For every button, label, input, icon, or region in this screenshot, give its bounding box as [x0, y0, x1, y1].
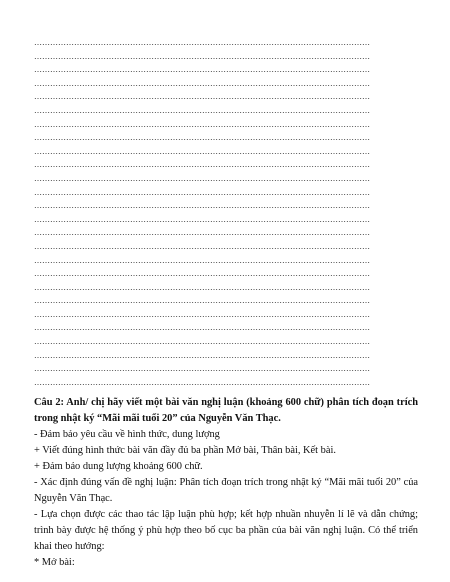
guideline-line: * Mở bài:: [34, 557, 75, 568]
question-2: [34, 395, 418, 427]
dotted-line: ………………………………………………………………………………………………………………: [34, 241, 370, 251]
dotted-line: ………………………………………………………………………………………………………………: [34, 119, 370, 129]
dotted-line: ………………………………………………………………………………………………………………: [34, 78, 370, 88]
dotted-line: ………………………………………………………………………………………………………………: [34, 173, 370, 183]
guideline-line: + Viết đúng hình thức bài văn đầy đủ ba phần Mở bài, Thân bài, Kết bài.: [34, 445, 336, 456]
dotted-line: ………………………………………………………………………………………………………………: [34, 214, 370, 224]
dotted-line: ………………………………………………………………………………………………………………: [34, 350, 370, 360]
dotted-line: ………………………………………………………………………………………………………………: [34, 282, 370, 292]
dotted-line: ………………………………………………………………………………………………………………: [34, 364, 370, 374]
dotted-line: ………………………………………………………………………………………………………………: [34, 269, 370, 279]
answer-guide: [34, 395, 418, 571]
dotted-line: ………………………………………………………………………………………………………………: [34, 323, 370, 333]
question-label: Câu 2:: [34, 397, 64, 408]
guideline-line: - Lựa chọn được các thao tác lập luận phù hợp; kết hợp nhuần nhuyễn lí lẽ và dẫn chứng; trình bày được hệ thống ý phù hợp theo bố cục ba phần của bài văn nghị luận. Có thể triển khai theo hướng:: [34, 509, 418, 552]
dotted-line: ………………………………………………………………………………………………………………: [34, 201, 370, 211]
dotted-line: ………………………………………………………………………………………………………………: [34, 296, 370, 306]
guideline-line: - Xác định đúng vấn đề nghị luận: Phân tích đoạn trích trong nhật ký “Mãi mãi tuổi 20” của Nguyễn Văn Thạc.: [34, 477, 418, 504]
dotted-line: ………………………………………………………………………………………………………………: [34, 160, 370, 170]
dotted-line: ………………………………………………………………………………………………………………: [34, 38, 370, 47]
dotted-line: ………………………………………………………………………………………………………………: [34, 228, 370, 238]
dotted-line: ………………………………………………………………………………………………………………: [34, 377, 370, 387]
question-text: Anh/ chị hãy viết một bài văn nghị luận (khoảng 600 chữ) phân tích đoạn trích trong nhật ký “Mãi mãi tuổi 20” của Nguyễn Văn Thạc.: [34, 397, 418, 424]
dotted-line: ………………………………………………………………………………………………………………: [34, 187, 370, 197]
answer-dotted-lines: [34, 36, 418, 389]
dotted-line: ………………………………………………………………………………………………………………: [34, 337, 370, 347]
dotted-line: ………………………………………………………………………………………………………………: [34, 92, 370, 102]
dotted-line: ………………………………………………………………………………………………………………: [34, 146, 370, 156]
dotted-line: ………………………………………………………………………………………………………………: [34, 255, 370, 265]
guideline-line: + Đảm bảo dung lượng khoảng 600 chữ.: [34, 461, 203, 472]
guideline-line: - Đảm bảo yêu cầu về hình thức, dung lượng: [34, 429, 220, 440]
dotted-line: ………………………………………………………………………………………………………………: [34, 133, 370, 143]
dotted-line: ………………………………………………………………………………………………………………: [34, 65, 370, 75]
dotted-line: ………………………………………………………………………………………………………………: [34, 105, 370, 115]
dotted-line: ………………………………………………………………………………………………………………: [34, 51, 370, 61]
dotted-line: ………………………………………………………………………………………………………………: [34, 309, 370, 319]
